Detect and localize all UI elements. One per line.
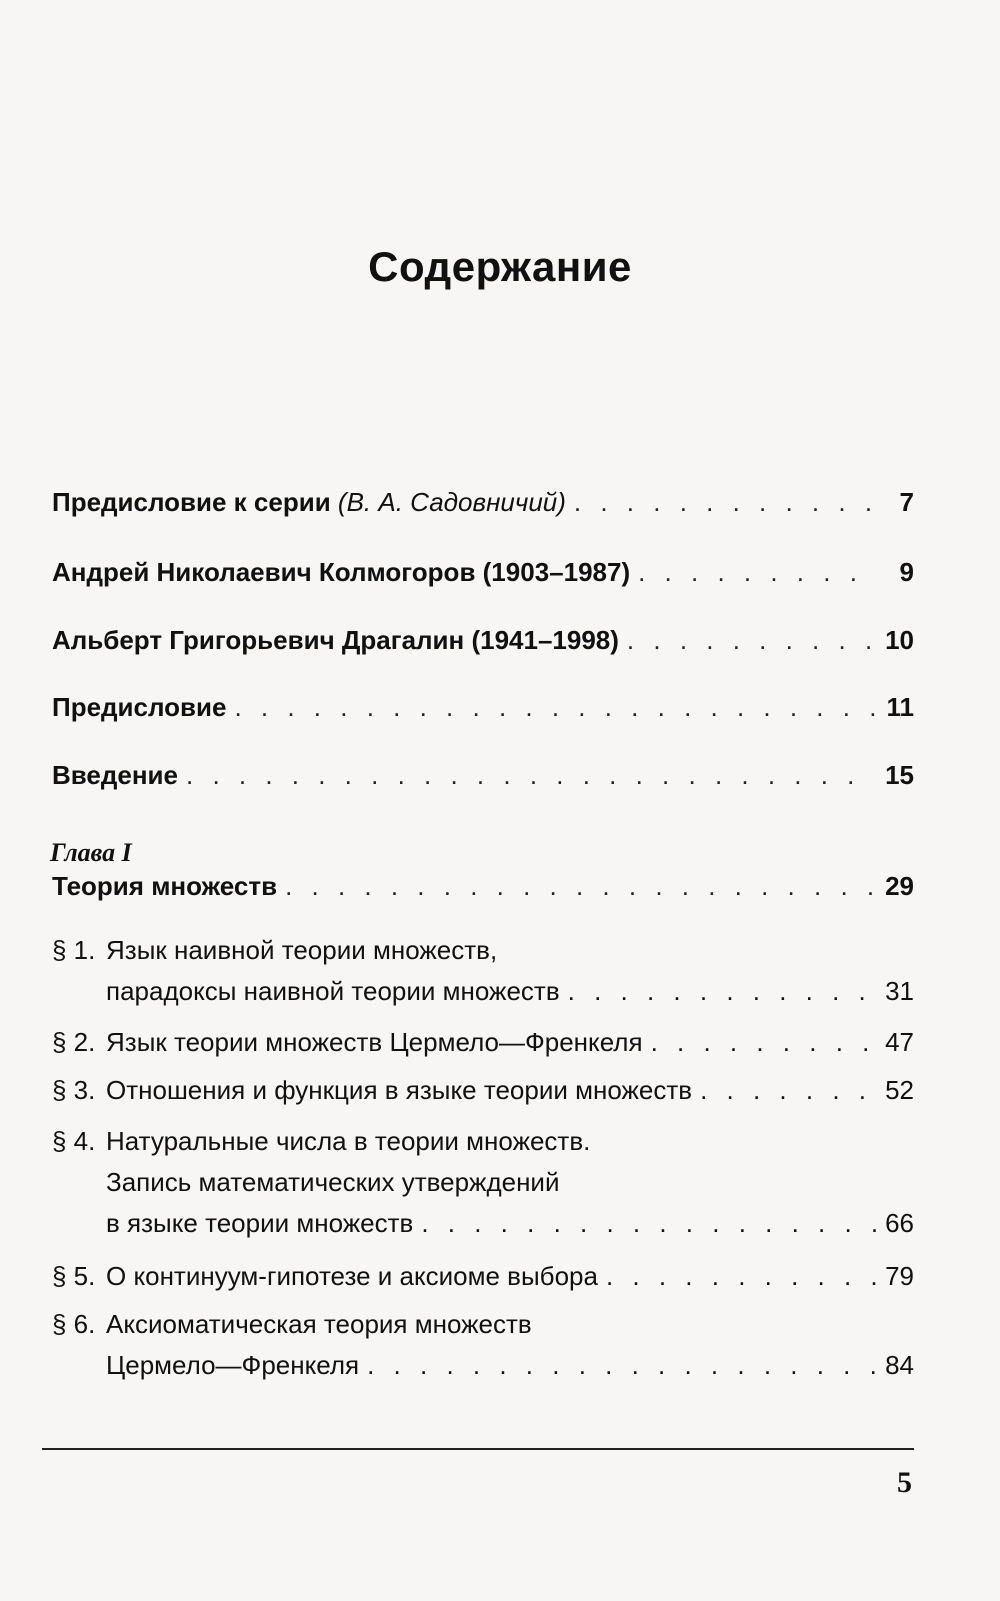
footer-rule xyxy=(42,1448,914,1450)
section-number: § 5. xyxy=(52,1261,96,1291)
section-title-line: Отношения и функция в языке теории множеств xyxy=(106,1075,693,1105)
section-number: § 2. xyxy=(52,1027,96,1057)
toc-section-4 xyxy=(52,1121,914,1244)
dot-leader xyxy=(186,759,876,791)
section-title-line: Натуральные числа в теории множеств. xyxy=(106,1126,591,1156)
page-number: 47 xyxy=(885,1027,914,1057)
dot-leader xyxy=(367,1345,877,1386)
entry-title: Андрей Николаевич Колмогоров (1903–1987) xyxy=(52,557,631,587)
dot-leader xyxy=(627,624,876,656)
page-number: 29 xyxy=(885,871,914,901)
folio-page-number: 5 xyxy=(897,1466,912,1499)
dot-leader xyxy=(700,1070,877,1111)
dot-leader xyxy=(606,1256,877,1297)
page-number: 11 xyxy=(886,692,914,722)
dot-leader xyxy=(234,691,876,723)
section-title-line: О континуум-гипотезе и аксиоме выбора xyxy=(106,1261,598,1291)
section-title-line: Аксиоматическая теория множеств xyxy=(106,1309,532,1339)
page-number: 15 xyxy=(885,760,914,790)
toc-entry-kolmogorov xyxy=(52,556,914,588)
entry-author: (В. А. Садовничий) xyxy=(337,487,566,517)
section-number: § 4. xyxy=(52,1126,96,1156)
page-number: 7 xyxy=(899,487,914,517)
entry-title: Введение xyxy=(52,760,178,790)
dot-leader xyxy=(421,1203,877,1244)
toc-section-6 xyxy=(52,1304,914,1386)
dot-leader xyxy=(651,1022,878,1063)
section-number: § 3. xyxy=(52,1075,96,1105)
section-title-line: Язык теории множеств Цермело—Френкеля xyxy=(106,1027,643,1057)
dot-leader xyxy=(568,971,877,1012)
page-title: Содержание xyxy=(368,243,632,290)
entry-title: Предисловие xyxy=(52,692,227,722)
section-number: § 1. xyxy=(52,935,96,965)
toc-section-3 xyxy=(52,1070,914,1111)
dot-leader xyxy=(285,870,876,902)
section-title-line: Запись математических утверждений xyxy=(106,1167,560,1197)
page-number: 10 xyxy=(885,625,914,655)
section-title-line: в языке теории множеств xyxy=(106,1208,414,1238)
chapter-label: Глава I xyxy=(50,838,132,867)
dot-leader xyxy=(638,556,876,588)
page-number: 52 xyxy=(885,1075,914,1105)
toc-entry-chapter-title xyxy=(52,870,914,902)
section-number: § 6. xyxy=(52,1309,96,1339)
section-title-line: Цермело—Френкеля xyxy=(106,1350,360,1380)
toc-section-5 xyxy=(52,1256,914,1297)
section-title-line: Язык наивной теории множеств, xyxy=(106,935,498,965)
page-number: 31 xyxy=(885,976,914,1006)
chapter-title: Теория множеств xyxy=(52,871,278,901)
toc-entry-introduction xyxy=(52,759,914,791)
page-number: 79 xyxy=(885,1261,914,1291)
toc-entry-dragalin xyxy=(52,624,914,656)
toc-section-1 xyxy=(52,930,914,1012)
toc-entry-series-preface xyxy=(52,486,914,518)
entry-title: Предисловие к серии xyxy=(52,487,331,517)
dot-leader xyxy=(574,486,876,518)
toc-section-2 xyxy=(52,1022,914,1063)
page-number: 84 xyxy=(885,1350,914,1380)
page-number: 66 xyxy=(885,1208,914,1238)
entry-title: Альберт Григорьевич Драгалин (1941–1998) xyxy=(52,625,619,655)
toc-entry-preface xyxy=(52,691,914,723)
page-number: 9 xyxy=(899,557,914,587)
section-title-line: парадоксы наивной теории множеств xyxy=(106,976,560,1006)
